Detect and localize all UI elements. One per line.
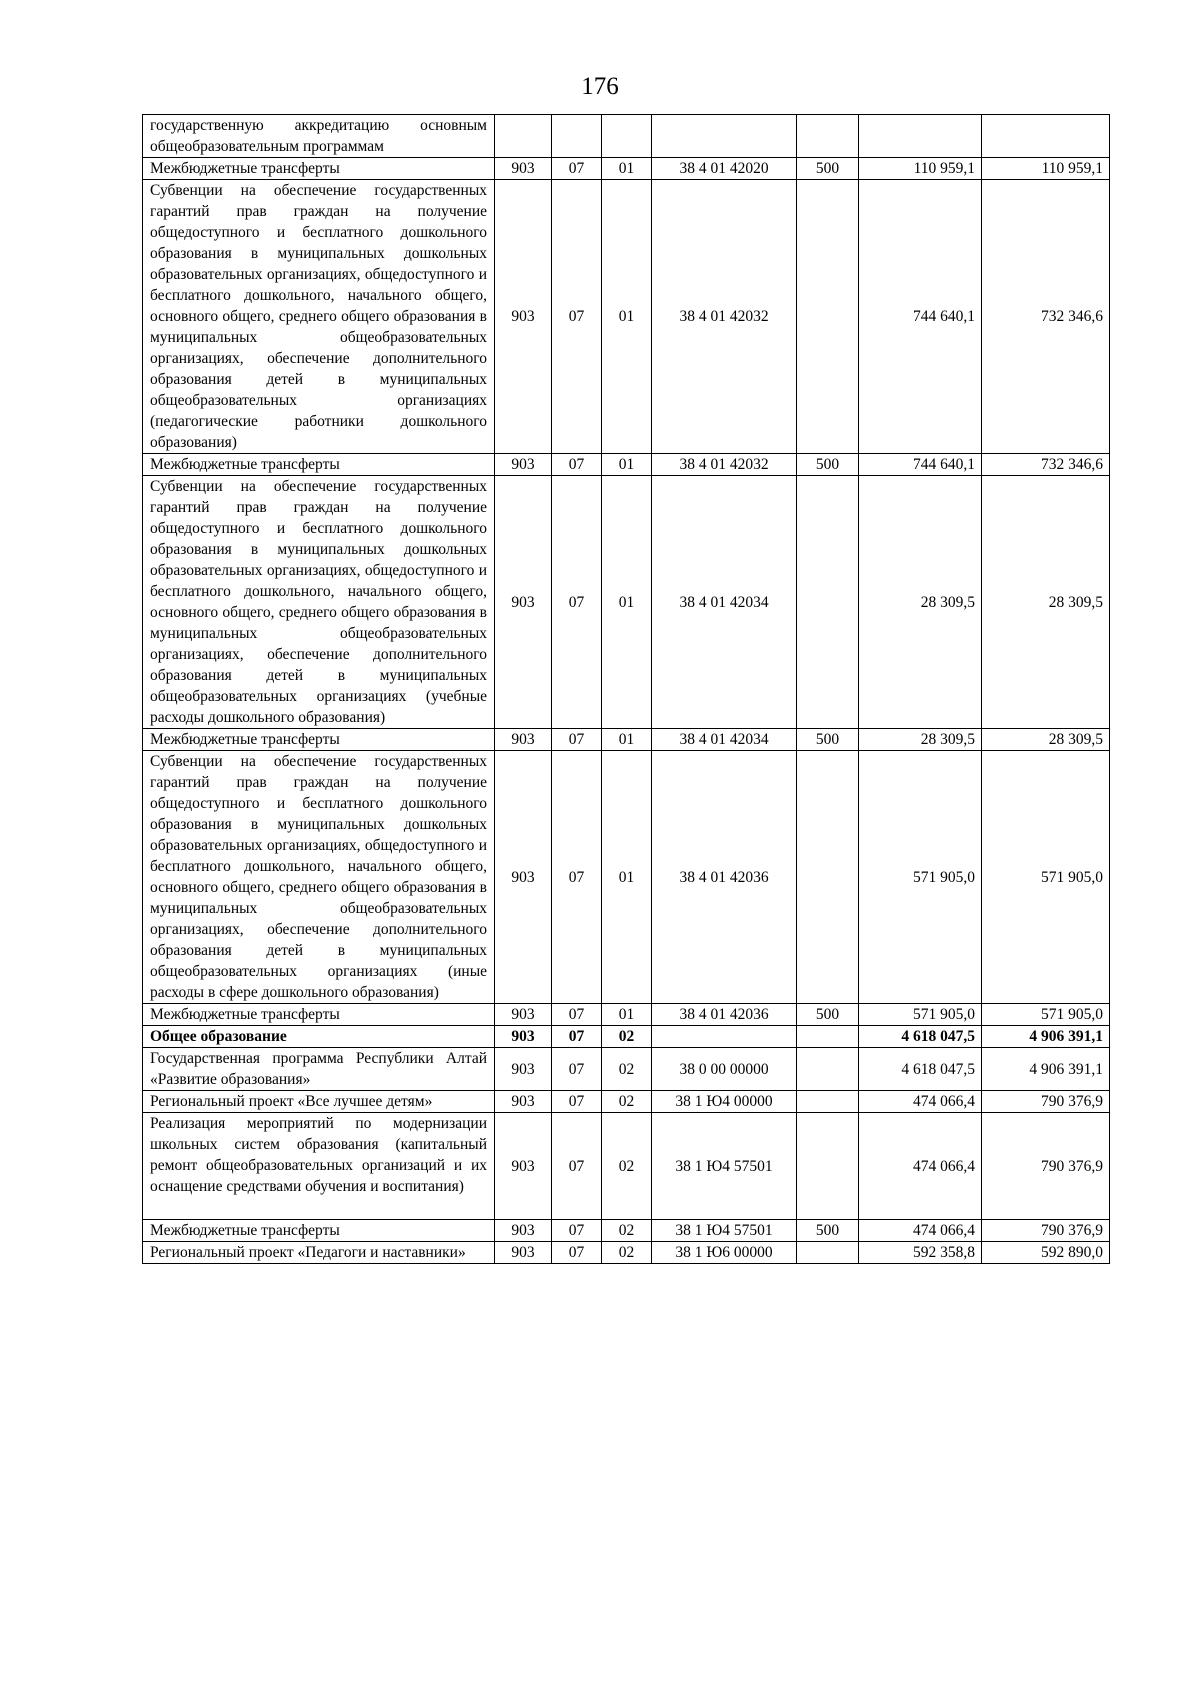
amount-year2-cell: 28 309,5 [982, 729, 1110, 751]
subsection-code-cell: 01 [602, 454, 652, 476]
amount-year2-cell: 110 959,1 [982, 158, 1110, 180]
amount-year1-cell: 592 358,8 [859, 1242, 982, 1264]
section-code-cell: 07 [552, 751, 602, 1004]
section-code-cell: 07 [552, 1242, 602, 1264]
table-row [143, 476, 1110, 729]
row-name-cell: Субвенции на обеспечение государственных гарантий прав граждан на получение общедоступного и бесплатного дошкольного образования в муниципальных дошкольных образовательных организациях, общедоступного и бесплатного дошкольного, начального общего, основного общего, среднего общего образования в муниципальных общеобразовательных организациях, обеспечение дополнительного образования детей в муниципальных общеобразовательных организациях (педагогические работники дошкольного образования) [143, 180, 495, 454]
amount-year1-cell: 4 618 047,5 [859, 1048, 982, 1091]
expense-type-cell [797, 1026, 859, 1048]
target-article-cell: 38 1 Ю4 00000 [652, 1091, 797, 1113]
section-code-cell: 07 [552, 1026, 602, 1048]
budget-table [142, 114, 1110, 1264]
table-row [143, 180, 1110, 454]
ministry-code-cell: 903 [495, 1113, 552, 1220]
ministry-code-cell: 903 [495, 751, 552, 1004]
row-name-cell: Межбюджетные трансферты [143, 729, 495, 751]
subsection-code-cell: 02 [602, 1242, 652, 1264]
target-article-cell: 38 1 Ю4 57501 [652, 1220, 797, 1242]
expense-type-cell: 500 [797, 158, 859, 180]
table-row [143, 1048, 1110, 1091]
ministry-code-cell: 903 [495, 1091, 552, 1113]
subsection-code-cell: 02 [602, 1091, 652, 1113]
section-code-cell: 07 [552, 1220, 602, 1242]
amount-year2-cell: 4 906 391,1 [982, 1048, 1110, 1091]
ministry-code-cell: 903 [495, 1242, 552, 1264]
target-article-cell: 38 4 01 42020 [652, 158, 797, 180]
ministry-code-cell: 903 [495, 1004, 552, 1026]
target-article-cell [652, 1026, 797, 1048]
amount-year2-cell: 732 346,6 [982, 454, 1110, 476]
table-row [143, 454, 1110, 476]
amount-year2-cell: 790 376,9 [982, 1220, 1110, 1242]
amount-year2-cell: 28 309,5 [982, 476, 1110, 729]
expense-type-cell [797, 1113, 859, 1220]
expense-type-cell [797, 1091, 859, 1113]
table-row [143, 1220, 1110, 1242]
amount-year1-cell: 571 905,0 [859, 1004, 982, 1026]
target-article-cell: 38 1 Ю4 57501 [652, 1113, 797, 1220]
amount-year2-cell: 592 890,0 [982, 1242, 1110, 1264]
amount-year2-cell: 790 376,9 [982, 1091, 1110, 1113]
section-code-cell: 07 [552, 1091, 602, 1113]
section-code-cell: 07 [552, 180, 602, 454]
amount-year2-cell: 571 905,0 [982, 1004, 1110, 1026]
amount-year1-cell: 571 905,0 [859, 751, 982, 1004]
table-row [143, 1113, 1110, 1220]
ministry-code-cell [495, 115, 552, 158]
ministry-code-cell: 903 [495, 1026, 552, 1048]
table-body [143, 115, 1110, 1264]
section-code-cell: 07 [552, 158, 602, 180]
row-name-cell: Межбюджетные трансферты [143, 1004, 495, 1026]
row-name-cell: Межбюджетные трансферты [143, 454, 495, 476]
section-code-cell: 07 [552, 454, 602, 476]
subsection-code-cell: 01 [602, 158, 652, 180]
amount-year1-cell: 28 309,5 [859, 476, 982, 729]
target-article-cell: 38 4 01 42034 [652, 476, 797, 729]
subsection-code-cell: 01 [602, 751, 652, 1004]
target-article-cell: 38 0 00 00000 [652, 1048, 797, 1091]
subsection-code-cell: 02 [602, 1113, 652, 1220]
section-code-cell: 07 [552, 1048, 602, 1091]
table-row [143, 1026, 1110, 1048]
target-article-cell: 38 1 Ю6 00000 [652, 1242, 797, 1264]
section-code-cell: 07 [552, 729, 602, 751]
ministry-code-cell: 903 [495, 180, 552, 454]
table-row [143, 115, 1110, 158]
target-article-cell: 38 4 01 42032 [652, 180, 797, 454]
section-code-cell: 07 [552, 476, 602, 729]
expense-type-cell [797, 751, 859, 1004]
amount-year1-cell: 744 640,1 [859, 180, 982, 454]
amount-year2-cell: 571 905,0 [982, 751, 1110, 1004]
amount-year2-cell: 732 346,6 [982, 180, 1110, 454]
subsection-code-cell: 01 [602, 180, 652, 454]
target-article-cell: 38 4 01 42032 [652, 454, 797, 476]
amount-year2-cell: 790 376,9 [982, 1113, 1110, 1220]
row-name-cell: Субвенции на обеспечение государственных гарантий прав граждан на получение общедоступного и бесплатного дошкольного образования в муниципальных дошкольных образовательных организациях, общедоступного и бесплатного дошкольного, начального общего, основного общего, среднего общего образования в муниципальных общеобразовательных организациях, обеспечение дополнительного образования детей в муниципальных общеобразовательных организациях (иные расходы в сфере дошкольного образования) [143, 751, 495, 1004]
subsection-code-cell: 02 [602, 1220, 652, 1242]
row-name-cell: Реализация мероприятий по модернизации школьных систем образования (капитальный ремонт общеобразовательных организаций и их оснащение средствами обучения и воспитания) [143, 1113, 495, 1220]
amount-year1-cell [859, 115, 982, 158]
expense-type-cell [797, 476, 859, 729]
ministry-code-cell: 903 [495, 1048, 552, 1091]
ministry-code-cell: 903 [495, 158, 552, 180]
subsection-code-cell: 01 [602, 476, 652, 729]
amount-year1-cell: 744 640,1 [859, 454, 982, 476]
amount-year1-cell: 110 959,1 [859, 158, 982, 180]
expense-type-cell [797, 180, 859, 454]
target-article-cell: 38 4 01 42036 [652, 751, 797, 1004]
subsection-code-cell: 02 [602, 1026, 652, 1048]
row-name-cell: Субвенции на обеспечение государственных гарантий прав граждан на получение общедоступного и бесплатного дошкольного образования в муниципальных дошкольных образовательных организациях, общедоступного и бесплатного дошкольного, начального общего, основного общего, среднего общего образования в муниципальных общеобразовательных организациях, обеспечение дополнительного образования детей в муниципальных общеобразовательных организациях (учебные расходы дошкольного образования) [143, 476, 495, 729]
target-article-cell: 38 4 01 42034 [652, 729, 797, 751]
amount-year1-cell: 4 618 047,5 [859, 1026, 982, 1048]
target-article-cell [652, 115, 797, 158]
section-code-cell: 07 [552, 1113, 602, 1220]
page-number: 176 [581, 73, 619, 100]
ministry-code-cell: 903 [495, 729, 552, 751]
amount-year1-cell: 474 066,4 [859, 1220, 982, 1242]
ministry-code-cell: 903 [495, 1220, 552, 1242]
expense-type-cell: 500 [797, 729, 859, 751]
expense-type-cell: 500 [797, 1220, 859, 1242]
subsection-code-cell [602, 115, 652, 158]
table-row [143, 158, 1110, 180]
expense-type-cell: 500 [797, 454, 859, 476]
target-article-cell: 38 4 01 42036 [652, 1004, 797, 1026]
amount-year2-cell: 4 906 391,1 [982, 1026, 1110, 1048]
table-row [143, 1242, 1110, 1264]
row-name-cell: Межбюджетные трансферты [143, 158, 495, 180]
row-name-cell: государственную аккредитацию основным общеобразовательным программам [143, 115, 495, 158]
row-name-cell: Общее образование [143, 1026, 495, 1048]
expense-type-cell [797, 1048, 859, 1091]
section-code-cell: 07 [552, 1004, 602, 1026]
amount-year1-cell: 474 066,4 [859, 1091, 982, 1113]
table-row [143, 1004, 1110, 1026]
subsection-code-cell: 02 [602, 1048, 652, 1091]
table-row [143, 751, 1110, 1004]
expense-type-cell [797, 115, 859, 158]
row-name-cell: Региональный проект «Все лучшее детям» [143, 1091, 495, 1113]
row-name-cell: Государственная программа Республики Алтай «Развитие образования» [143, 1048, 495, 1091]
expense-type-cell: 500 [797, 1004, 859, 1026]
subsection-code-cell: 01 [602, 729, 652, 751]
subsection-code-cell: 01 [602, 1004, 652, 1026]
expense-type-cell [797, 1242, 859, 1264]
row-name-cell: Региональный проект «Педагоги и наставники» [143, 1242, 495, 1264]
amount-year1-cell: 28 309,5 [859, 729, 982, 751]
ministry-code-cell: 903 [495, 476, 552, 729]
table-row [143, 1091, 1110, 1113]
table-row [143, 729, 1110, 751]
ministry-code-cell: 903 [495, 454, 552, 476]
section-code-cell [552, 115, 602, 158]
row-name-cell: Межбюджетные трансферты [143, 1220, 495, 1242]
amount-year2-cell [982, 115, 1110, 158]
amount-year1-cell: 474 066,4 [859, 1113, 982, 1220]
